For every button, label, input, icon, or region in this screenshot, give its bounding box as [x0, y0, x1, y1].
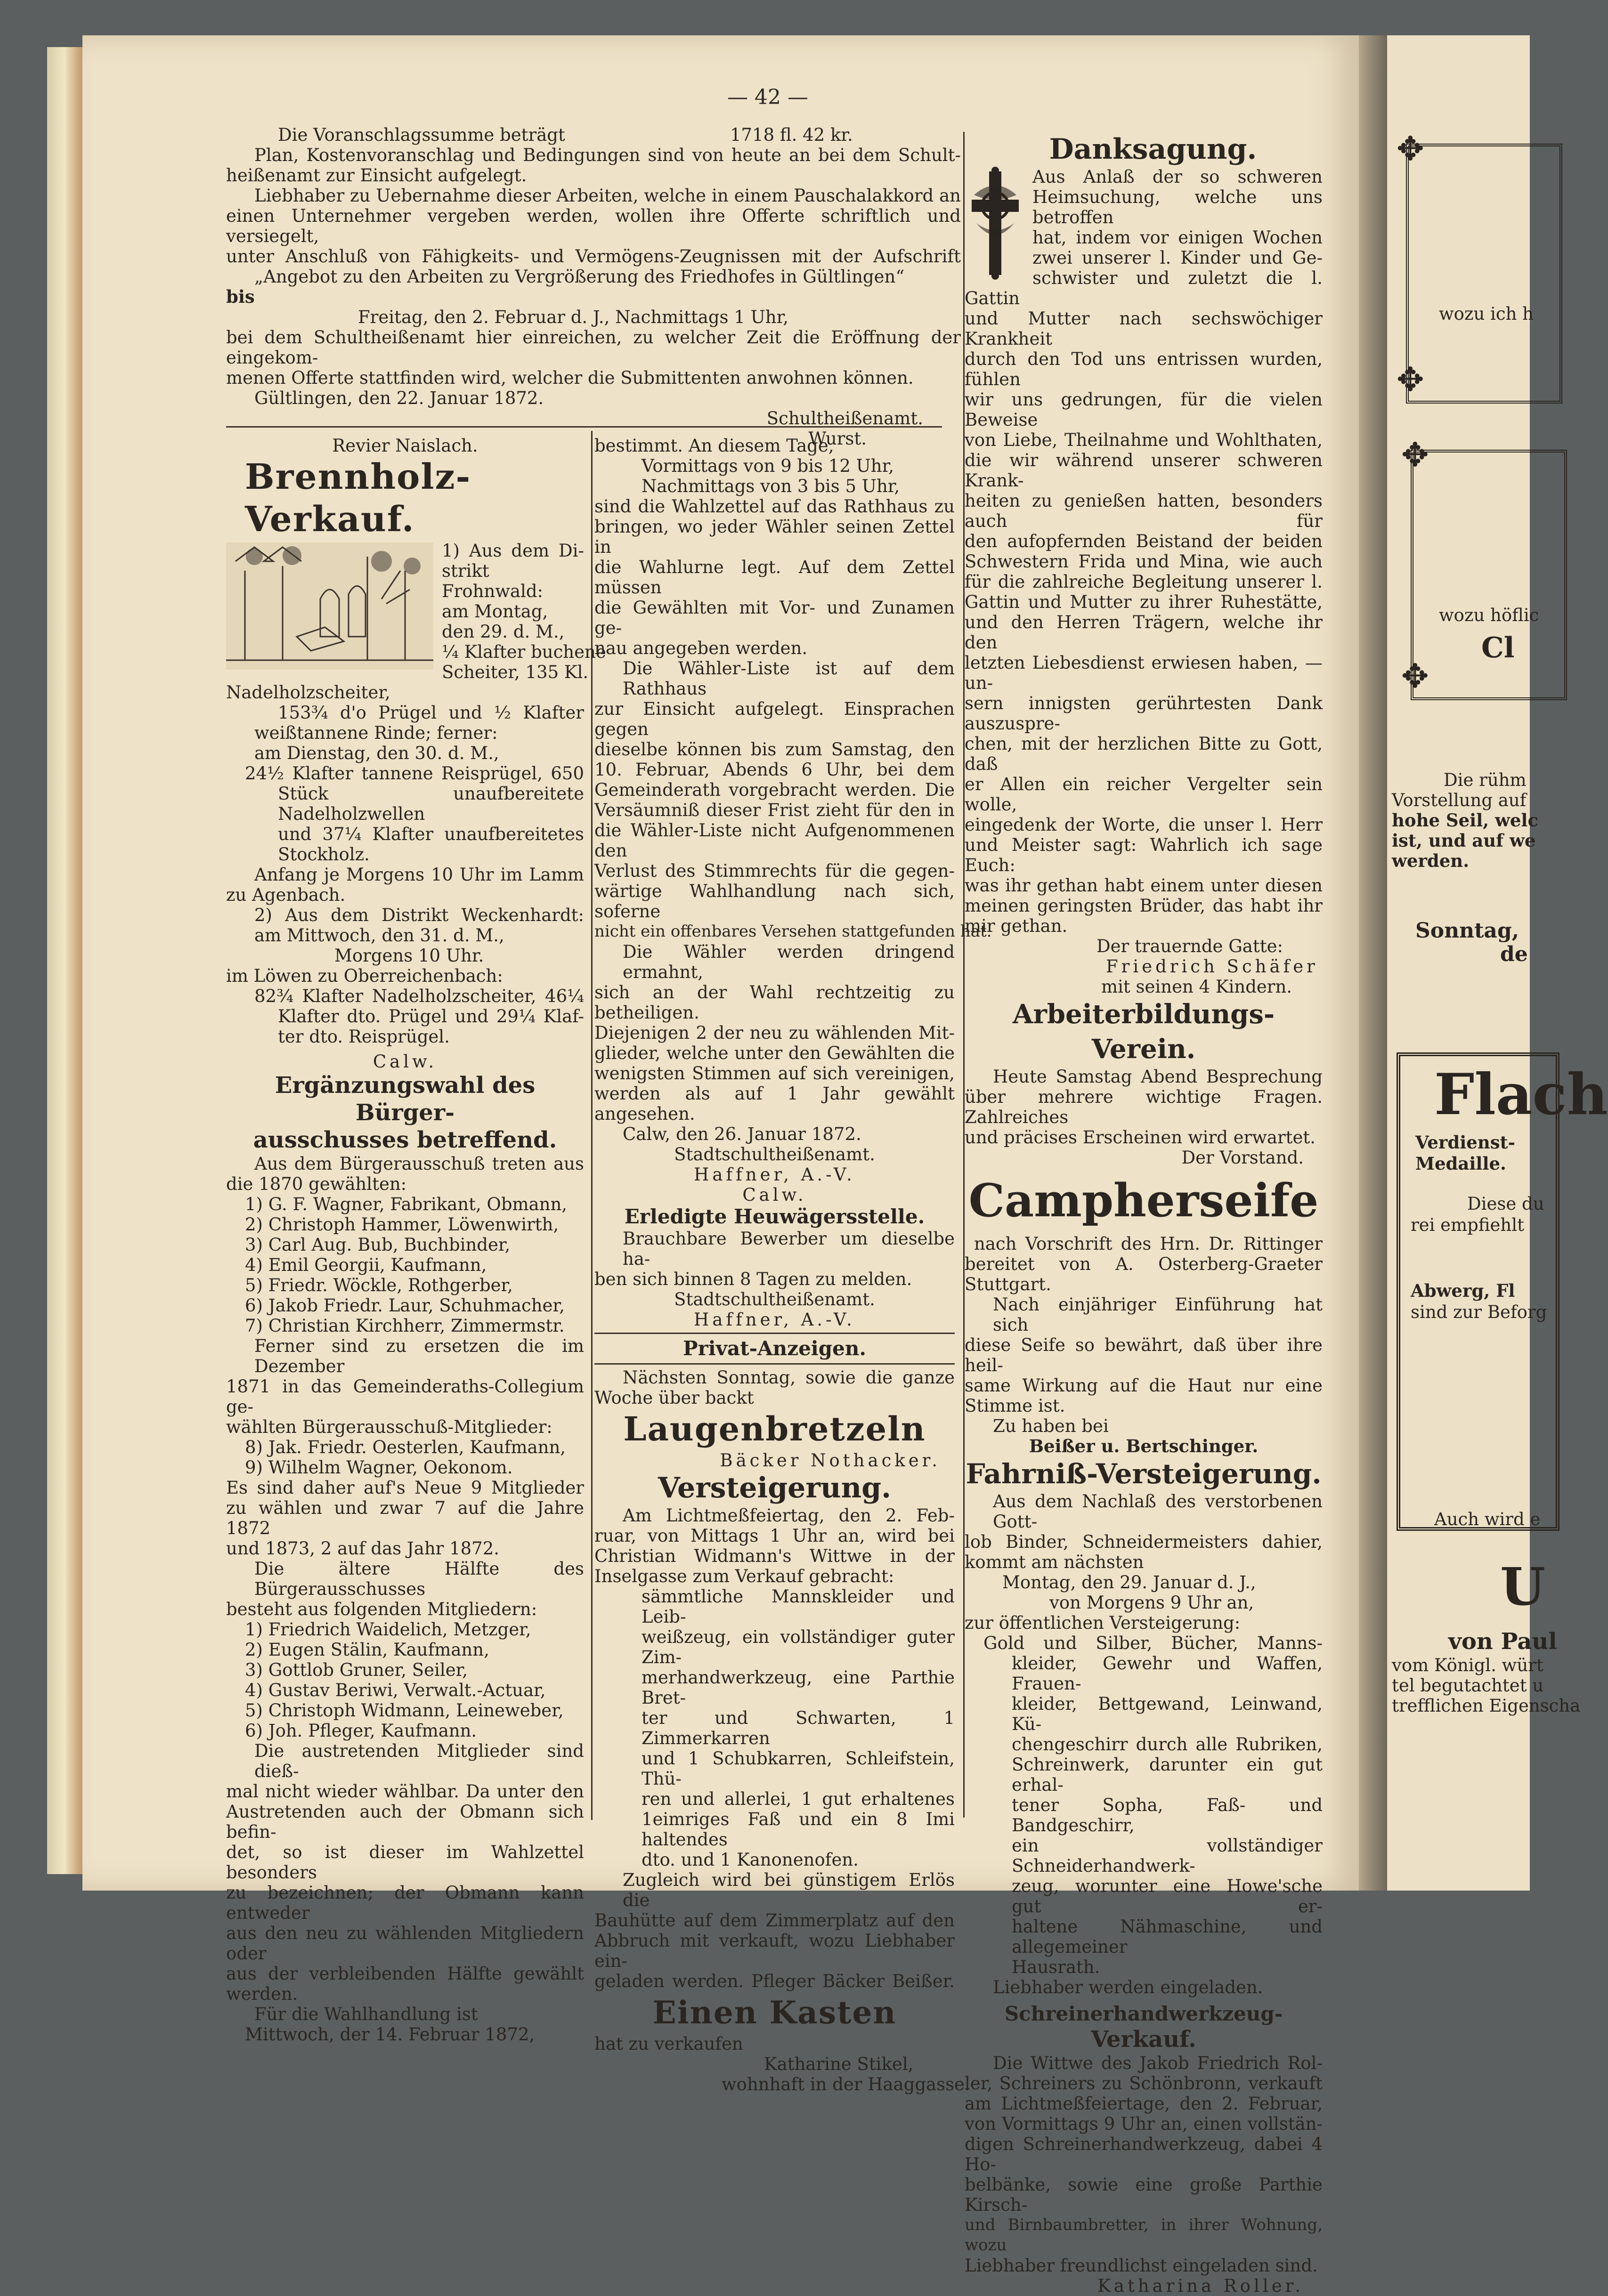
wahl-line: 7) Christian Kirchherr, Zimmermstr. — [245, 1316, 565, 1336]
wahl-line: Mittwoch, der 14. Februar 1872, — [245, 2024, 535, 2045]
next-auch: Auch wird e — [1434, 1509, 1541, 1529]
danksagung-line: und Mutter nach sechswöchiger Krankheit — [965, 308, 1323, 349]
next-frame-big: Cl — [1481, 631, 1515, 664]
signature: Katharine Stikel, — [764, 2054, 914, 2074]
notice-line: „Angebot zu den Arbeiten zu Vergrößerung des Friedhofes in Gültlingen“ — [254, 267, 905, 287]
schreiner-line: Die Wittwe des Jakob Friedrich Rol- — [993, 2053, 1323, 2073]
wahl-line: aus den neu zu wählenden Mitgliedern oder — [226, 1923, 584, 1964]
brennholz-line: Anfang je Morgens 10 Uhr im Lamm — [254, 865, 584, 885]
danksagung-line: er Allen ein reicher Vergelter sein wolle, — [965, 774, 1323, 815]
corner-ornament-icon: ✥ — [1397, 129, 1424, 168]
danksagung-line: und den Herren Trägern, welche ihr den — [965, 612, 1323, 653]
signature: Beißer u. Bertschinger. — [1029, 1436, 1259, 1456]
next-text-block: vom Königl. würt tel begutachtet u trefflichen Eigenscha — [1392, 1655, 1581, 1716]
wahl-cont-line: bestimmt. An diesem Tage, — [594, 436, 834, 456]
brennholz-line: strikt Frohnwald: — [442, 561, 544, 601]
schreiner-line: Liebhaber freundlichst eingeladen sind. — [965, 2256, 1318, 2276]
schreiner-line: digen Schreinerhandwerkzeug, dabei 4 Ho- — [965, 2134, 1323, 2175]
section-rule — [594, 1363, 955, 1365]
next-verdienst: Verdienst- — [1415, 1132, 1515, 1153]
wahl-cont-line: Die Wähler werden dringend ermahnt, — [623, 942, 955, 982]
danksagung-line: mir gethan. — [965, 916, 1068, 936]
danksagung-line: Gattin und Mutter zu ihrer Ruhestätte, — [965, 592, 1323, 612]
wahl-cont-line: werden als auf 1 Jahr gewählt angesehen. — [594, 1083, 955, 1124]
signature: Haffner, A.-V. — [694, 1310, 855, 1330]
next-empfiehlt: rei empfiehlt — [1411, 1215, 1524, 1235]
wahl-line: 6) Joh. Pfleger, Kaufmann. — [245, 1721, 477, 1741]
danksagung-body — [965, 167, 1323, 936]
nothacker-signature: Bäcker Nothacker. — [720, 1450, 941, 1471]
wahl-cont-line: dieselbe können bis zum Samstag, den — [594, 739, 955, 760]
next-flach: Flach — [1434, 1061, 1608, 1128]
corner-ornament-icon: ✥ — [1397, 360, 1424, 399]
verst-line: Abbruch mit verkauft, wozu Liebhaber ein- — [594, 1931, 955, 1971]
wahl-line: 1) Friedrich Waidelich, Metzger, — [245, 1619, 531, 1640]
verst-line: sämmtliche Mannskleider und Leib- — [642, 1586, 955, 1627]
danksagung-line: schwister und zuletzt die l. Gattin — [965, 268, 1323, 308]
wahl-line: Aus dem Bürgerausschuß treten aus — [254, 1154, 584, 1174]
signature: wohnhaft in der Haaggasse. — [722, 2074, 970, 2094]
signature: Friedrich Schäfer — [1106, 956, 1318, 977]
wahl-cont-line: wenigsten Stimmen auf sich vereinigen, — [594, 1063, 955, 1083]
fahrniss-line: haltene Nähmaschine, und allegemeiner — [1012, 1916, 1323, 1957]
wahl-cont-line: Die Wähler-Liste ist auf dem Rathhaus — [623, 658, 955, 699]
campher-line: same Wirkung auf die Haut nur eine — [965, 1375, 1323, 1396]
brennholz-line: Scheiter, 135 Kl. — [442, 662, 589, 682]
danksagung-line: zwei unserer l. Kinder und Ge- — [1032, 248, 1323, 268]
verst-line: ren und allerlei, 1 gut erhaltenes — [642, 1789, 955, 1809]
woodcutters-illustration — [226, 542, 433, 670]
verst-line: dto. und 1 Kanonenofen. — [642, 1850, 859, 1870]
danksagung-line: meinen geringsten Brüder, das habt ihr — [965, 896, 1323, 916]
next-sonntag: Sonntag, — [1415, 919, 1519, 943]
schreiner-line: ler, Schreiners zu Schönbronn, verkauft — [965, 2073, 1323, 2094]
heuwaeger-line: Brauchbare Bewerber um dieselbe ha- — [623, 1229, 955, 1269]
verst-line: weißzeug, ein vollständiger guter Zim- — [642, 1627, 955, 1667]
fahrniss-line: ein vollständiger Schneiderhandwerk- — [1012, 1835, 1323, 1876]
wahl-cont-line: nau angegeben werden. — [594, 638, 808, 658]
brennholz-line: 82¾ Klafter Nadelholzscheiter, 46¼ — [254, 986, 584, 1006]
column-rule — [591, 431, 593, 1820]
wahl-cont-line: Vormittags von 9 bis 12 Uhr, — [642, 456, 894, 476]
notice-line: Plan, Kostenvoranschlag und Bedingungen sind von heute an bei dem Schult- — [254, 145, 961, 165]
wahl-cont-line: Verlust des Stimmrechts für die gegen- — [594, 861, 955, 881]
fahrniss-line: kommt am nächsten — [965, 1552, 1144, 1572]
arbeiterbildung-title: Arbeiterbildungs-Verein. — [1012, 999, 1275, 1065]
kasten-line: hat zu verkaufen — [594, 2034, 743, 2054]
danksagung-line: Aus Anlaß der so schweren — [1032, 167, 1323, 187]
next-diese: Diese du — [1467, 1194, 1544, 1214]
fahrniss-line: kleider, Bettgewand, Leinwand, Kü- — [1012, 1694, 1323, 1734]
danksagung-line: die wir während unserer schweren Krank- — [965, 450, 1323, 491]
wahl-line: Die austretenden Mitglieder sind dieß- — [254, 1741, 584, 1781]
fahrniss-line: zur öffentlichen Versteigerung: — [965, 1613, 1241, 1633]
book-gutter — [1359, 35, 1387, 1891]
wahl-line: 6) Jakob Friedr. Laur, Schuhmacher, — [245, 1295, 565, 1316]
wahl-line: 8) Jak. Friedr. Oesterlen, Kaufmann, — [245, 1437, 566, 1457]
fahrniss-line: von Morgens 9 Uhr an, — [1049, 1593, 1254, 1613]
notice-line: Gültlingen, den 22. Januar 1872. — [254, 388, 544, 408]
fahrniss-line: Hausrath. — [1012, 1957, 1100, 1977]
brennholz-line: am Dienstag, den 30. d. M., — [254, 743, 499, 763]
arbeiter-line: über mehrere wichtige Fragen. Zahlreiches — [965, 1087, 1323, 1127]
revier-label: Revier Naislach. — [332, 436, 478, 456]
arbeiter-line: Heute Samstag Abend Besprechung — [993, 1067, 1323, 1087]
wahl-line: 2) Eugen Stälin, Kaufmann, — [245, 1640, 489, 1660]
nothacker-line: Nächsten Sonntag, sowie die ganze — [623, 1367, 955, 1388]
danksagung-line: hat, indem vor einigen Wochen — [1032, 227, 1323, 248]
wahl-line: 3) Gottlob Gruner, Seiler, — [245, 1660, 468, 1680]
brennholz-line: Klafter dto. Prügel und 29¼ Klaf- — [278, 1006, 584, 1027]
signature: Der trauernde Gatte: — [1096, 936, 1283, 956]
next-big-u: U — [1500, 1556, 1545, 1617]
nothacker-line: Woche über backt — [594, 1388, 754, 1408]
next-de: de — [1500, 942, 1528, 966]
danksagung-line: Heimsuchung, welche uns betroffen — [1032, 187, 1323, 227]
brennholz-line: weißtannene Rinde; ferner: — [254, 723, 498, 743]
campher-line: nach Vorschrift des Hrn. Dr. Rittinger — [974, 1234, 1323, 1254]
wahl-cont-line: zur Einsicht aufgelegt. Einsprachen gegen — [594, 699, 955, 739]
verst-line: Zugleich wird bei günstigem Erlös die — [623, 1870, 955, 1910]
fahrniss-line: kleider, Gewehr und Waffen, Frauen- — [1012, 1653, 1323, 1694]
verst-line: ter und Schwarten, 1 Zimmerkarren — [642, 1708, 955, 1748]
verst-line: Am Lichtmeßfeiertag, den 2. Feb- — [623, 1505, 955, 1526]
signature: Haffner, A.-V. — [694, 1164, 855, 1185]
wahl-line: Es sind daher auf's Neue 9 Mitglieder — [226, 1478, 584, 1498]
calw-label: Calw. — [742, 1185, 807, 1205]
wahl-cont-line: sich an der Wahl rechtzeitig zu betheiligen. — [594, 982, 955, 1023]
wahl-line: 2) Christoph Hammer, Löwenwirth, — [245, 1214, 559, 1235]
wahl-line: 4) Gustav Beriwi, Verwalt.-Actuar, — [245, 1680, 546, 1700]
schreiner-line: und Birnbaumbretter, in ihrer Wohnung, wozu — [965, 2215, 1323, 2255]
signature: Der Vorstand. — [1181, 1148, 1304, 1168]
danksagung-line: von Liebe, Theilnahme und Wohlthaten, — [965, 430, 1323, 450]
section-rule — [594, 1333, 955, 1334]
verst-line: geladen werden. Pfleger Bäcker Beißer. — [594, 1971, 955, 1991]
notice-signature: Schultheißenamt. — [766, 408, 923, 428]
ergaenzungswahl-body — [226, 1154, 584, 2045]
brennholz-line: 24½ Klafter tannene Reisprügel, 650 — [245, 763, 584, 784]
wahl-line: besteht aus folgenden Mitgliedern: — [226, 1599, 537, 1619]
next-page — [1387, 35, 1608, 1891]
danksagung-line: chen, mit der herzlichen Bitte zu Gott, daß — [965, 734, 1323, 774]
wahl-line: mal nicht wieder wählbar. Da unter den — [226, 1781, 584, 1802]
wahl-cont-line: Versäumniß dieser Frist zieht für den in — [594, 800, 955, 820]
danksagung-line: den aufopfernden Beistand der beiden — [965, 531, 1323, 551]
wahl-cont-line: die Wahlurne legt. Auf dem Zettel müssen — [594, 557, 955, 598]
wahl-line: Ferner sind zu ersetzen die im Dezember — [254, 1336, 584, 1376]
verst-line: und 1 Schubkarren, Schleifstein, Thü- — [642, 1748, 955, 1789]
next-von: von Paul — [1448, 1628, 1557, 1655]
notice-signature: Wurst. — [808, 428, 867, 449]
wahl-line: zu wählen und zwar 7 auf die Jahre 1872 — [226, 1498, 584, 1538]
danksagung-line: heiten zu genießen hatten, besonders auch für — [965, 491, 1323, 531]
danksagung-line: wir uns gedrungen, für die vielen Beweise — [965, 389, 1323, 430]
verst-line: Christian Widmann's Wittwe in der — [594, 1546, 955, 1566]
next-beforg: sind zur Beforg — [1411, 1302, 1547, 1322]
kasten-title: Einen Kasten — [652, 1994, 897, 2031]
wahl-line: 1) G. F. Wagner, Fabrikant, Obmann, — [245, 1194, 568, 1214]
brennholz-line: und 37¼ Klafter unaufbereitetes — [278, 824, 584, 844]
verst-line: Inselgasse zum Verkauf gebracht: — [594, 1566, 894, 1586]
wahl-cont-line: nicht ein offenbares Versehen stattgefunden hat. — [594, 922, 992, 941]
laugenbretzeln-title: Laugenbretzeln — [623, 1409, 926, 1448]
brennholz-line: Stockholz. — [278, 844, 370, 865]
danksagung-line: was ihr gethan habt einem unter diesen — [965, 875, 1323, 896]
danksagung-line: sern innigsten gerührtesten Dank auszuspre- — [965, 693, 1323, 734]
wahl-line: wählten Bürgerausschuß-Mitglieder: — [226, 1417, 552, 1437]
notice-line: Liebhaber zu Uebernahme dieser Arbeiten, welche in einem Pauschalakkord an — [254, 186, 961, 206]
notice-line: einen Unternehmer vergeben werden, wollen ihre Offerte schriftlich und versiegelt, — [226, 206, 961, 246]
brennholz-line: Nadelholzscheiter, — [226, 682, 390, 703]
column-1 — [226, 436, 606, 2045]
wahl-line: Die ältere Hälfte des Bürgerausschusses — [254, 1559, 584, 1599]
next-abwerg: Abwerg, Fl — [1411, 1280, 1515, 1301]
brennholz-line: den 29. d. M., — [442, 622, 565, 642]
brennholz-line: 153¾ d'o Prügel und ½ Klafter — [278, 703, 584, 723]
brennholz-line: 1) Aus dem Di- — [442, 541, 584, 561]
section-rule — [226, 426, 942, 428]
brennholz-line: ter dto. Reisprügel. — [278, 1027, 450, 1047]
danksagung-line: durch den Tod uns entrissen wurden, fühlen — [965, 349, 1323, 389]
wahl-cont-line: Nachmittags von 3 bis 5 Uhr, — [642, 476, 900, 496]
next-medaille: Medaille. — [1415, 1153, 1506, 1174]
wahl-cont-line: die Wähler-Liste nicht Aufgenommenen den — [594, 820, 955, 861]
schreiner-title: Verkauf. — [1091, 2026, 1196, 2053]
heuwaeger-title: Erledigte Heuwägersstelle. — [624, 1205, 925, 1228]
danksagung-line: letzten Liebesdienst erwiesen haben, — un- — [965, 653, 1323, 693]
notice-amount: 1718 fl. 42 kr. — [730, 125, 853, 145]
wahl-cont-line: 10. Februar, Abends 6 Uhr, bei dem — [594, 760, 955, 780]
wahl-cont-line: bringen, wo jeder Wähler seinen Zettel in — [594, 517, 955, 557]
brennholz-line: ¼ Klafter buchene — [442, 642, 606, 662]
fahrniss-line: Aus dem Nachlaß des verstorbenen Gott- — [993, 1491, 1323, 1532]
notice-line: bei dem Schultheißenamt hier einreichen, zu welcher Zeit die Eröffnung der eingekom- — [226, 327, 961, 368]
brennholz-line: 2) Aus dem Distrikt Weckenhardt: — [254, 905, 584, 925]
wahl-cont-line: Diejenigen 2 der neu zu wählenden Mit- — [594, 1023, 955, 1043]
notice-line: heißenamt zur Einsicht aufgelegt. — [226, 165, 527, 186]
brennholz-line: am Montag, — [442, 601, 548, 622]
arbeiter-line: und präcises Erscheinen wird erwartet. — [965, 1127, 1316, 1148]
corner-ornament-icon: ✥ — [1401, 436, 1429, 474]
schreiner-line: belbänke, sowie eine große Parthie Kirsch- — [965, 2175, 1323, 2215]
fahrniss-line: chengeschirr durch alle Rubriken, — [1012, 1734, 1323, 1754]
wahl-line: 5) Christoph Widmann, Leineweber, — [245, 1700, 564, 1721]
signature: Stadtschultheißenamt. — [674, 1289, 875, 1310]
versteigerung-title: Versteigerung. — [658, 1471, 892, 1504]
notice-line: bis — [226, 286, 255, 307]
fahrniss-line: Montag, den 29. Januar d. J., — [1002, 1572, 1256, 1593]
wahl-line: zu bezeichnen; der Obmann kann entweder — [226, 1883, 584, 1923]
ornamental-frame — [1406, 144, 1562, 404]
verst-line: 1eimriges Faß und ein 8 Imi haltendes — [642, 1809, 955, 1850]
wahl-cont-line: Gemeinderath vorgebracht werden. Die — [594, 780, 955, 800]
fahrniss-line: Schreinwerk, darunter ein gut erhal- — [1012, 1754, 1323, 1795]
campher-line: diese Seife so bewährt, daß über ihre heil- — [965, 1335, 1323, 1375]
notice-line: Freitag, den 2. Februar d. J., Nachmittags 1 Uhr, — [358, 307, 788, 327]
verst-line: Bauhütte auf dem Zimmerplatz auf den — [594, 1910, 955, 1931]
signature: Stadtschultheißenamt. — [674, 1144, 875, 1164]
brennholz-body — [226, 541, 606, 1047]
column-3 — [965, 132, 1323, 2296]
danksagung-line: und Meister sagt: Wahrlich ich sage Euch: — [965, 835, 1323, 875]
heuwaeger-line: ben sich binnen 8 Tagen zu melden. — [594, 1269, 912, 1289]
signature: mit seinen 4 Kindern. — [1101, 977, 1292, 997]
corner-ornament-icon: ✥ — [1401, 657, 1429, 695]
fahrniss-line: lob Binder, Schneidermeisters dahier, — [965, 1532, 1323, 1552]
ergaenzungswahl-title: Ergänzungswahl des Bürger- — [275, 1072, 536, 1126]
schreiner-title: Schreinerhandwerkzeug- — [1004, 2002, 1283, 2025]
next-frame-text: wozu höflic — [1439, 605, 1539, 625]
verst-line: ruar, von Mittags 1 Uhr an, wird bei — [594, 1526, 955, 1546]
fahrniss-title: Fahrniß-Versteigerung. — [966, 1458, 1322, 1490]
wahl-line: 5) Friedr. Wöckle, Rothgerber, — [245, 1275, 513, 1295]
wahl-line: die 1870 gewählten: — [226, 1174, 407, 1194]
wahl-cont-line: die Gewählten mit Vor- und Zunamen ge- — [594, 598, 955, 638]
brennholz-line: Stück unaufbereitete Nadelholzwellen — [278, 784, 584, 824]
wahl-line: aus der verbleibenden Hälfte gewählt werden. — [226, 1964, 584, 2004]
next-text-block: Die rühm Vorstellung auf hohe Seil, welc ist, und auf we werden. — [1392, 770, 1539, 871]
wahl-line: 4) Emil Georgii, Kaufmann, — [245, 1255, 487, 1275]
notice-line: Die Voranschlagssumme beträgt 1718 fl. 42 kr. — [278, 125, 853, 145]
ergaenzungswahl-title: ausschusses betreffend. — [253, 1127, 557, 1153]
campher-line: Zu haben bei — [993, 1416, 1109, 1436]
brennholz-line: im Löwen zu Oberreichenbach: — [226, 966, 503, 986]
wahl-cont-line: Calw, den 26. Januar 1872. — [623, 1124, 861, 1144]
signature: Katharina Roller. — [1097, 2276, 1304, 2296]
wahl-line: und 1873, 2 auf das Jahr 1872. — [226, 1538, 500, 1559]
wahl-line: 1871 in das Gemeinderaths-Collegium ge- — [226, 1376, 584, 1417]
next-frame-text: wozu ich h — [1439, 304, 1534, 324]
brennholz-title: Brennholz-Verkauf. — [245, 457, 471, 540]
wahl-line: Für die Wahlhandlung ist — [254, 2004, 478, 2024]
fahrniss-line: zeug, worunter eine Howe'sche gut er- — [1012, 1876, 1323, 1916]
danksagung-line: eingedenk der Worte, die unser l. Herr — [965, 815, 1323, 835]
danksagung-line: für die zahlreiche Begleitung unserer l. — [965, 572, 1323, 592]
page-number: — 42 — — [727, 85, 808, 109]
campher-line: bereitet von A. Osterberg-Graeter Stuttgart. — [965, 1254, 1323, 1294]
wahl-cont-line: sind die Wahlzettel auf das Rathhaus zu — [594, 496, 955, 517]
wahl-cont-line: wärtige Wahlhandlung nach sich, soferne — [594, 881, 955, 922]
wahl-line: Austretenden auch der Obmann sich befin- — [226, 1802, 584, 1842]
wahl-line: 3) Carl Aug. Bub, Buchbinder, — [245, 1235, 511, 1255]
schreiner-line: am Lichtmeßfeiertage, den 2. Februar, — [965, 2094, 1323, 2114]
wahl-cont-line: glieder, welche unter den Gewählten die — [594, 1043, 955, 1063]
wahl-line: 9) Wilhelm Wagner, Oekonom. — [245, 1457, 513, 1478]
privat-anzeigen-title: Privat-Anzeigen. — [682, 1337, 866, 1360]
fahrniss-line: Gold und Silber, Bücher, Manns- — [983, 1633, 1323, 1653]
brennholz-line: Morgens 10 Uhr. — [334, 946, 484, 966]
brennholz-line: zu Agenbach. — [226, 885, 346, 905]
fahrniss-line: Liebhaber werden eingeladen. — [993, 1977, 1263, 1997]
ornamental-cross-icon — [965, 167, 1026, 280]
top-notice — [226, 125, 961, 449]
column-2 — [594, 436, 992, 2094]
schreiner-line: von Vormittags 9 Uhr an, einen vollstän- — [965, 2114, 1323, 2134]
danksagung-title: Danksagung. — [1049, 133, 1257, 166]
verst-line: merhandwerkzeug, eine Parthie Bret- — [642, 1667, 955, 1708]
notice-line: menen Offerte stattfinden wird, welcher die Submittenten anwohnen können. — [226, 368, 914, 388]
campher-line: Nach einjähriger Einführung hat sich — [993, 1294, 1323, 1335]
brennholz-line: am Mittwoch, den 31. d. M., — [254, 925, 504, 946]
notice-line: unter Anschluß von Fähigkeits- und Vermögens-Zeugnissen mit der Aufschrift — [226, 246, 961, 267]
calw-label: Calw. — [373, 1051, 438, 1072]
fahrniss-line: tener Sopha, Faß- und Bandgeschirr, — [1012, 1795, 1323, 1835]
wahl-line: det, so ist dieser im Wahlzettel besonders — [226, 1842, 584, 1883]
campher-line: Stimme ist. — [965, 1396, 1065, 1416]
campherseife-title: Campherseife — [968, 1174, 1319, 1227]
danksagung-line: Schwestern Frida und Mina, wie auch — [965, 551, 1323, 572]
